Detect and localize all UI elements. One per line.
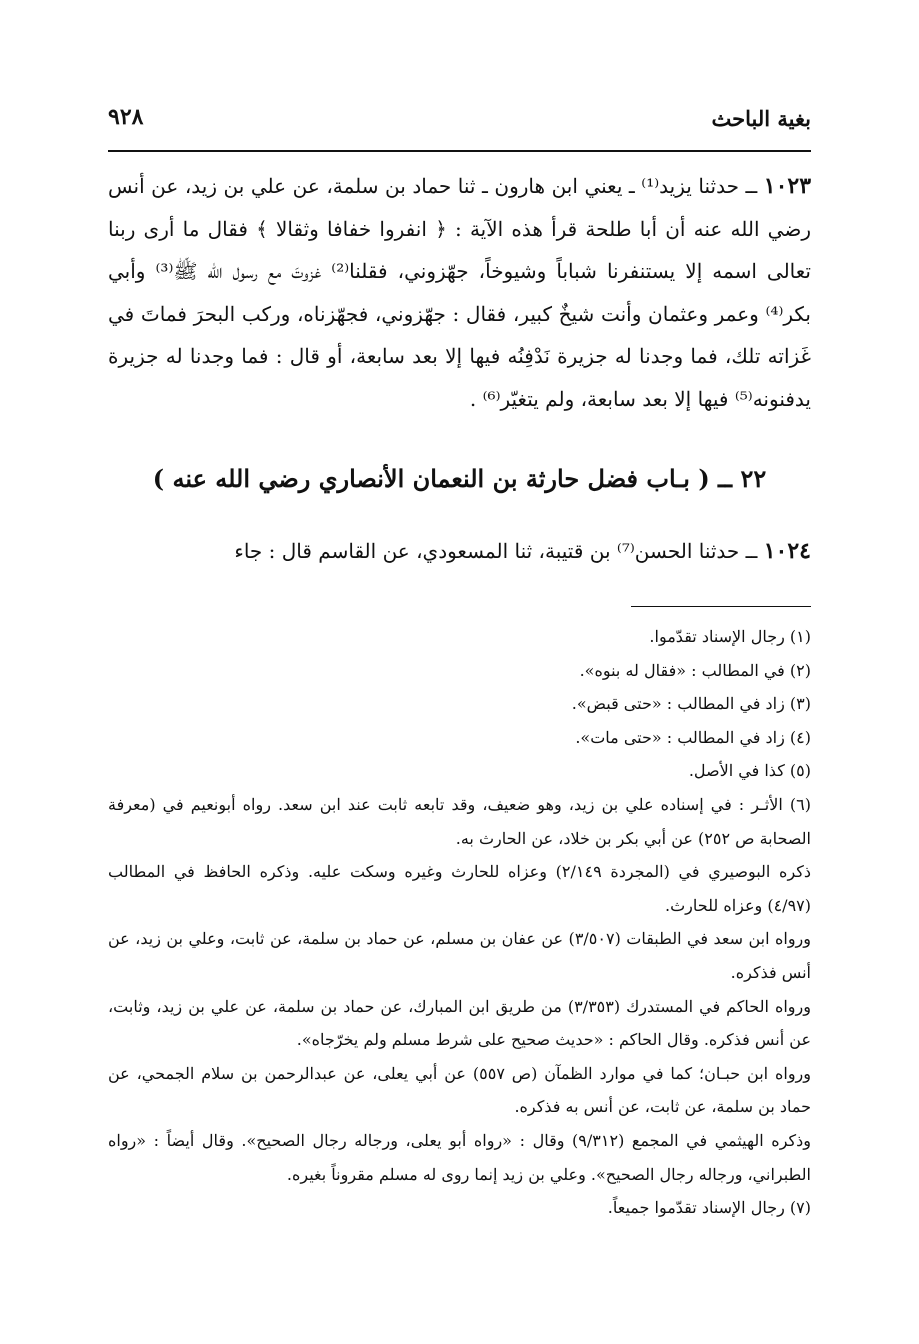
page-number: ٩٢٨ (108, 104, 144, 130)
footnote: (٧) رجال الإسناد تقدّموا جميعاً. (607, 1198, 811, 1218)
hadith-1024 (108, 530, 811, 572)
hadith-number: ١٠٢٣ (763, 173, 812, 199)
footnotes (108, 620, 811, 1225)
hadith-1023 (108, 165, 811, 420)
hadith-text: ــ حدثنا الحسن⁽⁷⁾ بن قتيبة، ثنا المسعودي، عن القاسم قال : جاء (234, 539, 758, 563)
footnote: ورواه ابن سعد في الطبقات (٣/٥٠٧) عن عفان بن مسلم، عن حماد بن سلمة، عن ثابت، وعلي بن زيد، عن أنس فذكره. (108, 929, 812, 982)
footnote: ورواه الحاكم في المستدرك (٣/٣٥٣) من طريق ابن المبارك، عن حماد بن سلمة، عن علي بن زيد، وثابت، عن أنس فذكره. وقال الحاكم : «حديث صحيح على شرط مسلم ولم يخرّجاه». (108, 996, 811, 1050)
hadith-text: ــ حدثنا يزيد⁽¹⁾ ـ يعني ابن هارون ـ ثنا حماد بن سلمة، عن علي بن زيد، عن أنس رضي الله عنه أن أبا طلحة قرأ هذه الآية : ﴿ انفروا خفافا وثقالا ﴾ فقال ما أرى ربنا تعالى اسمه إلا يستنفرنا شباباً وشيوخاً، جهّزوني، فقلنا⁽²⁾ غزوتَ مع رسول الله ﷺ⁽³⁾ وأبي بكر⁽⁴⁾ وعمر وعثمان وأنت شيخٌ كبير، فقال : جهّزوني، فجهّزناه، وركب البحرَ فماتَ في غَزاته تلك، فما وجدنا له جزيرة نَدْفِنُه فيها إلا بعد سابعة، أو قال : فما وجدنا له جزيرة يدفنونه⁽⁵⁾ فيها إلا بعد سابعة، ولم يتغيّر⁽⁶⁾ . (108, 174, 811, 411)
footnote: (٢) في المطالب : «فقال له بنوه». (579, 660, 811, 680)
hadith-paragraph (108, 165, 811, 420)
hadith-paragraph (108, 530, 811, 572)
footnote: (٦) الأثـر : في إسناده علي بن زيد، وهو ضعيف، وقد تابعه ثابت عند ابن سعد. رواه أبونعيم في (معرفة الصحابة ص ٢٥٢) عن أبي بكر بن خلاد، عن الحارث به. (108, 794, 811, 848)
footnote: (٣) زاد في المطالب : «حتى قبض». (571, 694, 811, 714)
header-rule (108, 150, 811, 152)
page-header (108, 100, 811, 140)
footnote: ذكره البوصيري في (المجردة ٢/١٤٩) وعزاه للحارث وغيره وسكت عليه. وذكره الحافظ في المطالب (٤/٩٧) وعزاه للحارث. (108, 862, 812, 915)
footnote: (١) رجال الإسناد تقدّموا. (649, 627, 811, 646)
chapter-title: ٢٢ ــ ( بـاب فضل حارثة بن النعمان الأنصاري رضي الله عنه ) (152, 464, 767, 493)
hadith-number: ١٠٢٤ (763, 538, 811, 564)
footnote: وذكره الهيثمي في المجمع (٩/٣١٢) وقال : «رواه أبو يعلى، ورجاله رجال الصحيح». وقال أيضاً : «رواه الطبراني، ورجاله رجال الصحيح». وعلي بن زيد إنما روى له مسلم مقروناً بغيره. (108, 1130, 811, 1184)
footnote-rule (631, 606, 811, 607)
footnote: (٥) كذا في الأصل. (688, 761, 811, 781)
footnote: ورواه ابن حبـان؛ كما في موارد الظمآن (ص ٥٥٧) عن أبي يعلى، عن عبدالرحمن بن سلام الجمحي، عن حماد بن سلمة، عن ثابت، عن أنس به فذكره. (108, 1063, 812, 1117)
footnote: (٤) زاد في المطالب : «حتى مات». (575, 727, 811, 747)
running-title: بغية الباحث (711, 106, 811, 131)
